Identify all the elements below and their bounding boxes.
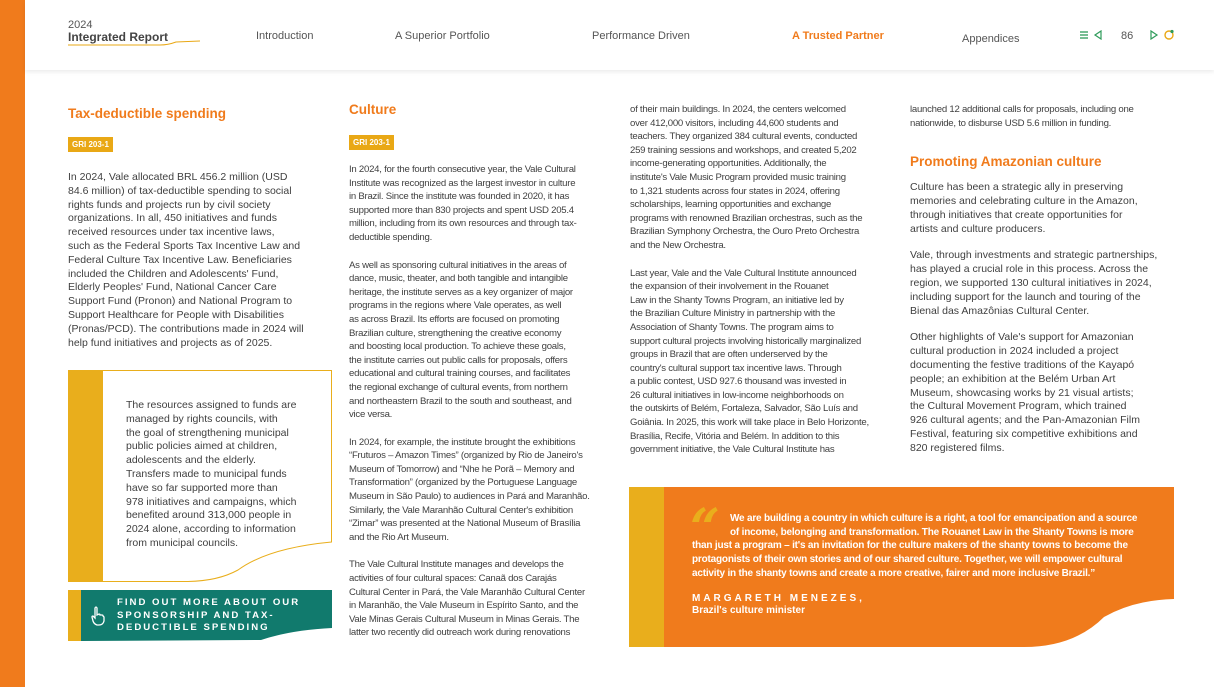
rights-councils-callout xyxy=(68,370,332,582)
report-title[interactable]: Integrated Report xyxy=(68,30,169,44)
menu-icon[interactable] xyxy=(1079,30,1089,40)
column-tax-deductible xyxy=(68,106,338,350)
pull-quote-author-role: Brazil's culture minister xyxy=(692,605,805,616)
amazonian-paragraph-3: Other highlights of Vale's support for Amazonian cultural production in 2024 included a project documenting the festive traditions of the Kayapó people; an exhibition at the Belém Urban Art Museum, showcasing works by 21 visual artists; the Cultural Movement Program, which trained 926 cultural agents; and the Pan-Amazonian Film Festival, featuring six competitive exhibitions and 820 registered films. xyxy=(910,331,1140,454)
sponsorship-link-button[interactable] xyxy=(68,590,332,641)
nav-superior-portfolio[interactable]: A Superior Portfolio xyxy=(395,30,490,42)
previous-page-icon[interactable] xyxy=(1093,30,1103,40)
callout-text: The resources assigned to funds are managed by rights councils, with the goal of strengthening municipal public policies aimed at children, adolescents and the elderly. Transfers made to municipal funds have so far supported more than 978 initiatives and campaigns, which benefited around 313,000 people in 2024 alone, according to information from municipal councils. xyxy=(126,399,297,549)
culture-paragraph-1: In 2024, for the fourth consecutive year, the Vale Cultural Institute was recognized as the largest investor in culture in Brazil. Since the institute was founded in 2020, it has supported more than 830 projects and spent USD 205.4 million, including from its own resources and through tax- deductible spending. xyxy=(349,164,577,243)
culture-paragraph-4: The Vale Cultural Institute manages and develops the activities of four cultural spaces: Canaã dos Carajás Cultural Center in Pará, the Vale Maranhão Cultural Center in Maranhão, the Vale Museum in Espírito Santo, and the Vale Minas Gerais Cultural Museum in Minas Gerais. The latter two recently did outreach work during renovations xyxy=(349,559,585,639)
refresh-icon[interactable] xyxy=(1163,29,1175,41)
gri-badge: GRI 203-1 xyxy=(349,135,394,150)
column-culture-continued xyxy=(630,103,900,457)
gri-badge: GRI 203-1 xyxy=(68,137,113,152)
cta-accent-strip xyxy=(68,590,81,641)
pull-quote-accent-strip xyxy=(629,487,664,647)
tax-deductible-paragraph: In 2024, Vale allocated BRL 456.2 million (USD 84.6 million) of tax-deductible spending to social rights funds and projects run by civil society organizations. In all, 450 initiatives and funds received resources under tax incentive laws, such as the Federal Sports Tax Incentive Law and Federal Culture Tax Incentive Law. Beneficiaries included the Children and Adolescents' Fund, Elderly Peoples' Fund, National Cancer Care Support Fund (Pronon) and National Program to Support Healthcare for People with Disabilities (Pronas/PCD). The contributions made in 2024 will help fund initiatives and projects as of 2025. xyxy=(68,171,304,349)
column-amazonian-culture xyxy=(910,103,1180,456)
nav-appendices[interactable]: Appendices xyxy=(962,33,1020,45)
brand-underline xyxy=(68,40,208,50)
nav-trusted-partner[interactable]: A Trusted Partner xyxy=(792,30,884,42)
culture-paragraph-2: As well as sponsoring cultural initiatives in the areas of dance, music, theater, and both tangible and intangible heritage, the institute serves as a key organizer of major programs in the regions where Vale operates, as well as across Brazil. Its efforts are focused on promoting Brazilian culture, strengthening the creative economy and boosting local production. To achieve these goals, the institute carries out public calls for proposals, offers educational and cultural training courses, and facilitates the regional exchange of cultural events, from northern and northeastern Brazil to the south and southeast, and vice versa. xyxy=(349,259,573,421)
nav-performance-driven[interactable]: Performance Driven xyxy=(592,30,690,42)
heading-tax-deductible: Tax-deductible spending xyxy=(68,106,227,121)
amazonian-paragraph-2: Vale, through investments and strategic partnerships, has played a crucial role in this process. Across the region, we supported 130 cultural initiatives in 2024, including support for the launch and touring of the Bienal das Amazônias Cultural Center. xyxy=(910,249,1158,317)
report-year: 2024 xyxy=(68,19,93,31)
heading-promoting-amazonian-culture: Promoting Amazonian culture xyxy=(910,154,1102,170)
top-navigation-bar xyxy=(25,0,1214,70)
pointer-hand-icon xyxy=(90,606,106,626)
rouanet-law-paragraph: Last year, Vale and the Vale Cultural Institute announced the expansion of their involvement in the Rouanet Law in the Shanty Towns Program, an initiative led by the Brazilian Culture Ministry in partnership with the Association of Shanty Towns. The program aims to support cultural projects involving historically marginalized groups in Brazil that are often underserved by the country's cultural support tax incentive laws. Through a public contest, USD 927.6 thousand was invested in 26 cultural initiatives in low-income neighborhoods on the outskirts of Belém, Fortaleza, Salvador, São Luís and Goiânia. In 2025, this work will take place in Belo Horizonte, Brasília, Recife, Vitória and Belém. In addition to this government initiative, the Vale Cultural Institute has xyxy=(630,267,869,456)
cta-label[interactable]: FIND OUT MORE ABOUT OUR SPONSORSHIP AND TAX- DEDUCTIBLE SPENDING xyxy=(117,597,301,633)
culture-centers-paragraph: of their main buildings. In 2024, the centers welcomed over 412,000 visitors, including 44,600 students and teachers. They organized 384 cultural events, conducted 259 training sessions and workshops, and created 5,202 income-generating opportunities. Additionally, the institute's Vale Music Program provided music training to 1,321 students across four states in 2024, offering scholarships, learning opportunities and exchange programs with renowned Brazilian orchestras, such as the Brazilian Symphony Orchestra, the Ouro Preto Orchestra and the New Orchestra. xyxy=(630,104,863,251)
column-culture xyxy=(349,102,614,640)
left-accent-bar xyxy=(0,0,25,687)
heading-culture: Culture xyxy=(349,102,397,117)
pull-quote-author: MARGARETH MENEZES, xyxy=(692,593,865,604)
minister-pull-quote xyxy=(629,487,1174,647)
amazonian-paragraph-1: Culture has been a strategic ally in preserving memories and celebrating culture in the Amazon, through initiatives that create opportunities for artists and culture producers. xyxy=(910,181,1138,235)
nav-introduction[interactable]: Introduction xyxy=(256,30,314,42)
next-page-icon[interactable] xyxy=(1149,30,1159,40)
quote-mark-icon: “ xyxy=(690,498,720,559)
culture-paragraph-3: In 2024, for example, the institute brought the exhibitions “Fruturos – Amazon Times” (organized by Rio de Janeiro's Museum of Tomorrow) and “Nhe he Porã – Memory and Transformation” (organized by the Portuguese Language Museum in São Paulo) to audiences in Pará and Maranhão. Similarly, the Vale Maranhão Cultural Center's exhibition “Zimar” was presented at the National Museum of Brasília and the Rio Art Museum. xyxy=(349,436,590,543)
calls-for-proposals-paragraph: launched 12 additional calls for proposals, including one nationwide, to disburse USD 5.6 million in funding. xyxy=(910,104,1134,129)
page-number: 86 xyxy=(1121,30,1134,42)
pull-quote-text: We are building a country in which culture is a right, a tool for emancipation and a source of income, belonging and transformation. The Rouanet Law in the Shanty Towns is more than just a program – it's an invitation for the culture makers of the shanty towns to become the protagonists of their own stories and of our shared culture. Together, we will empower cultural activity in the shanty towns and create a more creative, fairer and more inclusive Brazil.” xyxy=(692,513,1138,579)
